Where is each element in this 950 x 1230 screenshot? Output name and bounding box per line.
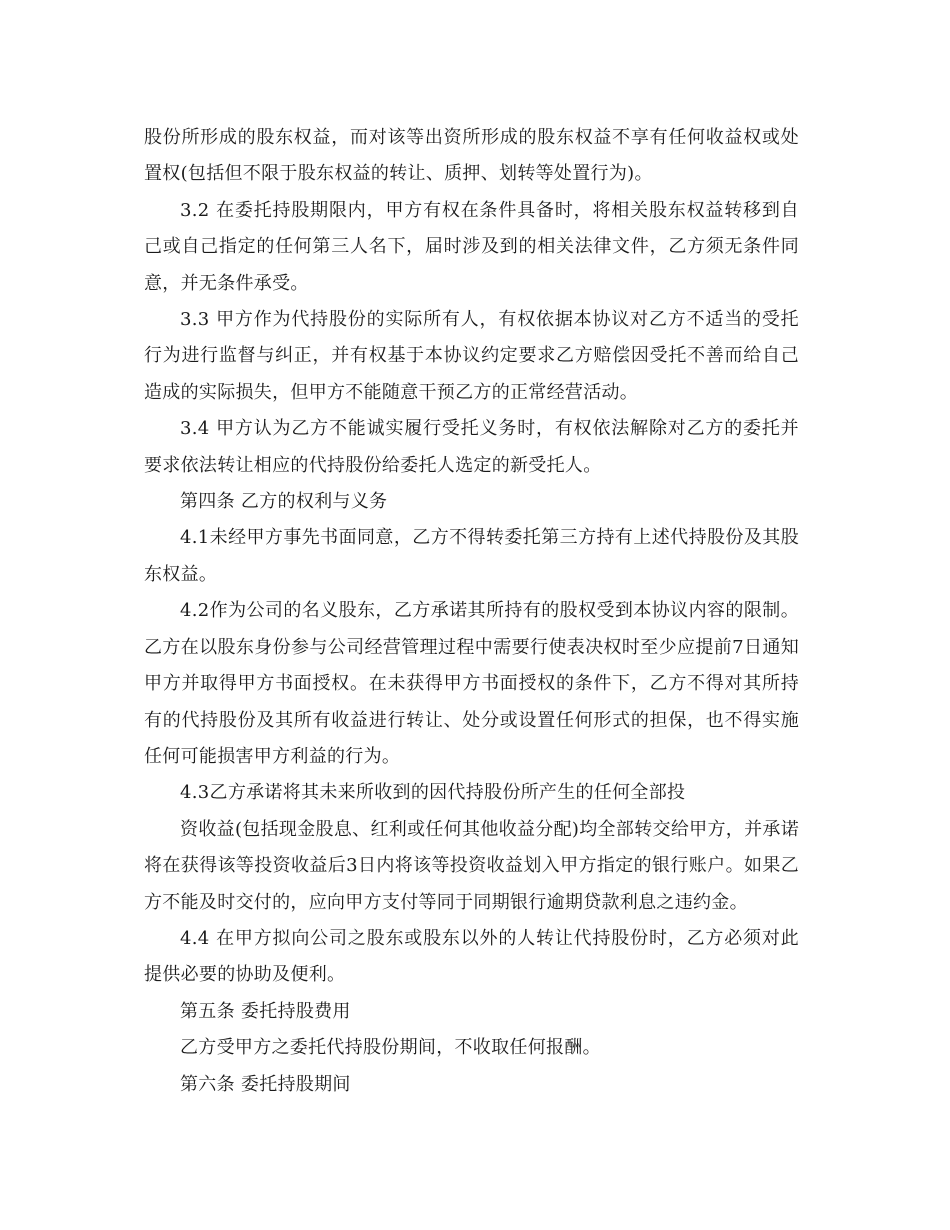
paragraph-clause-3-4: 3.4 甲方认为乙方不能诚实履行受托义务时，有权依法解除对乙方的委托并要求依法转让相应的代持股份给委托人选定的新受托人。 — [144, 418, 799, 476]
paragraph-clause-4-3: 4.3乙方承诺将其未来所收到的因代持股份所产生的任何全部投 — [180, 782, 686, 804]
paragraph-clause-4-1: 4.1未经甲方事先书面同意，乙方不得转委托第三方持有上述代持股份及其股东权益。 — [144, 527, 799, 585]
heading-article-6: 第六条 委托持股期间 — [180, 1073, 351, 1095]
paragraph-clause-3-2: 3.2 在委托持股期限内，甲方有权在条件具备时，将相关股东权益转移到自己或自己指定的任何第三人名下，届时涉及到的相关法律文件，乙方须无条件同意，并无条件承受。 — [144, 199, 799, 294]
paragraph-clause-3-3: 3.3 甲方作为代持股份的实际所有人，有权依据本协议对乙方不适当的受托行为进行监督与纠正，并有权基于本协议约定要求乙方赔偿因受托不善而给自己造成的实际损失，但甲方不能随意干预乙方的正常经营活动。 — [144, 309, 799, 403]
paragraph-clause-4-2: 4.2作为公司的名义股东，乙方承诺其所持有的股权受到本协议内容的限制。乙方在以股东身份参与公司经营管理过程中需要行使表决权时至少应提前7日通知甲方并取得甲方书面授权。在未获得甲方书面授权的条件下，乙方不得对其所持有的代持股份及其所有收益进行转让、处分或设置任何形式的担保，也不得实施任何可能损害甲方利益的行为。 — [144, 600, 799, 767]
paragraph-clause-4-3-continued: 资收益(包括现金股息、红利或任何其他收益分配)均全部转交给甲方，并承诺将在获得该等投资收益后3日内将该等投资收益划入甲方指定的银行账户。如果乙方不能及时交付的，应向甲方支付等同于同期银行逾期贷款利息之违约金。 — [144, 818, 799, 913]
paragraph-article-5-body: 乙方受甲方之委托代持股份期间，不收取任何报酬。 — [180, 1037, 601, 1059]
heading-article-5: 第五条 委托持股费用 — [180, 1000, 351, 1022]
heading-article-4: 第四条 乙方的权利与义务 — [180, 491, 388, 513]
paragraph-clause-4-4: 4.4 在甲方拟向公司之股东或股东以外的人转让代持股份时，乙方必须对此提供必要的协助及便利。 — [144, 927, 799, 986]
document-body — [144, 120, 799, 1103]
paragraph-continued-shareholder-rights: 股份所形成的股东权益，而对该等出资所形成的股东权益不享有任何收益权或处置权(包括但不限于股东权益的转让、质押、划转等处置行为)。 — [144, 127, 799, 185]
